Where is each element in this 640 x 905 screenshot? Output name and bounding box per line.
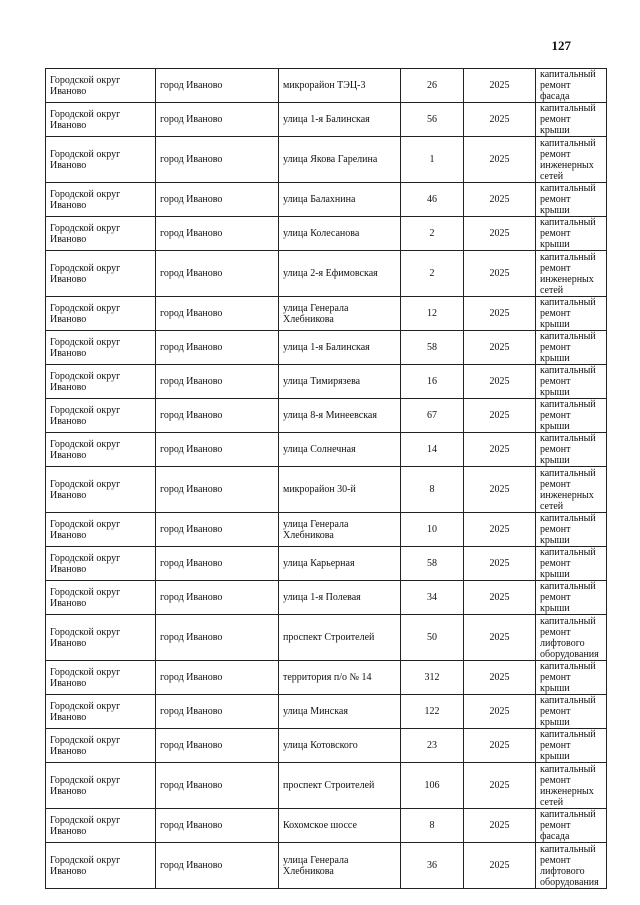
year-cell: 2025 (464, 183, 536, 217)
city-cell: город Иваново (156, 103, 279, 137)
city-cell: город Иваново (156, 843, 279, 889)
table-row (46, 297, 607, 331)
district-cell: Городской округ Иваново (46, 581, 156, 615)
house-number-cell: 16 (401, 365, 464, 399)
table-row (46, 513, 607, 547)
year-cell: 2025 (464, 433, 536, 467)
house-number-cell: 56 (401, 103, 464, 137)
street-cell: улица 1-я Полевая (279, 581, 401, 615)
work-type-cell: капитальный ремонт крыши (536, 547, 607, 581)
street-cell: улица 1-я Балинская (279, 331, 401, 365)
table-row (46, 615, 607, 661)
house-number-cell: 67 (401, 399, 464, 433)
district-cell: Городской округ Иваново (46, 433, 156, 467)
district-cell: Городской округ Иваново (46, 513, 156, 547)
table-row (46, 843, 607, 889)
district-cell: Городской округ Иваново (46, 251, 156, 297)
house-number-cell: 36 (401, 843, 464, 889)
year-cell: 2025 (464, 547, 536, 581)
table-row (46, 809, 607, 843)
year-cell: 2025 (464, 297, 536, 331)
district-cell: Городской округ Иваново (46, 467, 156, 513)
table-body (46, 69, 607, 889)
house-number-cell: 106 (401, 763, 464, 809)
house-number-cell: 58 (401, 547, 464, 581)
district-cell: Городской округ Иваново (46, 331, 156, 365)
year-cell: 2025 (464, 661, 536, 695)
district-cell: Городской округ Иваново (46, 297, 156, 331)
district-cell: Городской округ Иваново (46, 103, 156, 137)
work-type-cell: капитальный ремонт крыши (536, 217, 607, 251)
city-cell: город Иваново (156, 217, 279, 251)
year-cell: 2025 (464, 695, 536, 729)
year-cell: 2025 (464, 399, 536, 433)
table-row (46, 103, 607, 137)
year-cell: 2025 (464, 69, 536, 103)
work-type-cell: капитальный ремонт фасада (536, 69, 607, 103)
house-number-cell: 34 (401, 581, 464, 615)
work-type-cell: капитальный ремонт крыши (536, 399, 607, 433)
house-number-cell: 1 (401, 137, 464, 183)
city-cell: город Иваново (156, 695, 279, 729)
district-cell: Городской округ Иваново (46, 695, 156, 729)
house-number-cell: 8 (401, 467, 464, 513)
house-number-cell: 12 (401, 297, 464, 331)
street-cell: улица Тимирязева (279, 365, 401, 399)
year-cell: 2025 (464, 103, 536, 137)
table-row (46, 183, 607, 217)
table-row (46, 547, 607, 581)
work-type-cell: капитальный ремонт инженерных сетей (536, 137, 607, 183)
work-type-cell: капитальный ремонт лифтового оборудования (536, 843, 607, 889)
street-cell: Кохомское шоссе (279, 809, 401, 843)
street-cell: проспект Строителей (279, 615, 401, 661)
year-cell: 2025 (464, 763, 536, 809)
table-row (46, 729, 607, 763)
district-cell: Городской округ Иваново (46, 399, 156, 433)
table-row (46, 217, 607, 251)
house-number-cell: 23 (401, 729, 464, 763)
house-number-cell: 58 (401, 331, 464, 365)
district-cell: Городской округ Иваново (46, 69, 156, 103)
year-cell: 2025 (464, 217, 536, 251)
street-cell: улица Минская (279, 695, 401, 729)
street-cell: улица Балахнина (279, 183, 401, 217)
year-cell: 2025 (464, 581, 536, 615)
street-cell: улица Генерала Хлебникова (279, 513, 401, 547)
street-cell: улица Якова Гарелина (279, 137, 401, 183)
district-cell: Городской округ Иваново (46, 809, 156, 843)
year-cell: 2025 (464, 809, 536, 843)
street-cell: улица Генерала Хлебникова (279, 297, 401, 331)
street-cell: микрорайон 30-й (279, 467, 401, 513)
work-type-cell: капитальный ремонт инженерных сетей (536, 251, 607, 297)
work-type-cell: капитальный ремонт инженерных сетей (536, 763, 607, 809)
table-row (46, 763, 607, 809)
street-cell: улица 1-я Балинская (279, 103, 401, 137)
work-type-cell: капитальный ремонт инженерных сетей (536, 467, 607, 513)
house-number-cell: 2 (401, 217, 464, 251)
district-cell: Городской округ Иваново (46, 137, 156, 183)
year-cell: 2025 (464, 729, 536, 763)
work-type-cell: капитальный ремонт крыши (536, 103, 607, 137)
city-cell: город Иваново (156, 297, 279, 331)
district-cell: Городской округ Иваново (46, 615, 156, 661)
city-cell: город Иваново (156, 183, 279, 217)
table-row (46, 137, 607, 183)
work-type-cell: капитальный ремонт крыши (536, 433, 607, 467)
work-type-cell: капитальный ремонт крыши (536, 581, 607, 615)
street-cell: улица Карьерная (279, 547, 401, 581)
city-cell: город Иваново (156, 69, 279, 103)
street-cell: улица Солнечная (279, 433, 401, 467)
table-row (46, 581, 607, 615)
district-cell: Городской округ Иваново (46, 661, 156, 695)
city-cell: город Иваново (156, 331, 279, 365)
house-number-cell: 8 (401, 809, 464, 843)
page-number: 127 (551, 38, 571, 53)
city-cell: город Иваново (156, 433, 279, 467)
street-cell: улица Колесанова (279, 217, 401, 251)
repair-schedule-table (45, 68, 607, 889)
year-cell: 2025 (464, 513, 536, 547)
city-cell: город Иваново (156, 399, 279, 433)
district-cell: Городской округ Иваново (46, 183, 156, 217)
work-type-cell: капитальный ремонт крыши (536, 365, 607, 399)
table-row (46, 331, 607, 365)
work-type-cell: капитальный ремонт фасада (536, 809, 607, 843)
city-cell: город Иваново (156, 251, 279, 297)
house-number-cell: 122 (401, 695, 464, 729)
year-cell: 2025 (464, 615, 536, 661)
year-cell: 2025 (464, 467, 536, 513)
street-cell: территория п/о № 14 (279, 661, 401, 695)
city-cell: город Иваново (156, 809, 279, 843)
year-cell: 2025 (464, 251, 536, 297)
street-cell: улица Котовского (279, 729, 401, 763)
work-type-cell: капитальный ремонт крыши (536, 661, 607, 695)
city-cell: город Иваново (156, 365, 279, 399)
year-cell: 2025 (464, 331, 536, 365)
table-row (46, 365, 607, 399)
work-type-cell: капитальный ремонт крыши (536, 297, 607, 331)
city-cell: город Иваново (156, 729, 279, 763)
city-cell: город Иваново (156, 137, 279, 183)
house-number-cell: 10 (401, 513, 464, 547)
street-cell: улица 2-я Ефимовская (279, 251, 401, 297)
table-row (46, 433, 607, 467)
work-type-cell: капитальный ремонт крыши (536, 513, 607, 547)
district-cell: Городской округ Иваново (46, 217, 156, 251)
table-row (46, 661, 607, 695)
city-cell: город Иваново (156, 547, 279, 581)
street-cell: проспект Строителей (279, 763, 401, 809)
city-cell: город Иваново (156, 661, 279, 695)
house-number-cell: 312 (401, 661, 464, 695)
district-cell: Городской округ Иваново (46, 365, 156, 399)
city-cell: город Иваново (156, 581, 279, 615)
district-cell: Городской округ Иваново (46, 763, 156, 809)
city-cell: город Иваново (156, 615, 279, 661)
house-number-cell: 2 (401, 251, 464, 297)
house-number-cell: 50 (401, 615, 464, 661)
table-row (46, 251, 607, 297)
district-cell: Городской округ Иваново (46, 729, 156, 763)
work-type-cell: капитальный ремонт крыши (536, 729, 607, 763)
table-row (46, 399, 607, 433)
table-row (46, 695, 607, 729)
district-cell: Городской округ Иваново (46, 547, 156, 581)
district-cell: Городской округ Иваново (46, 843, 156, 889)
house-number-cell: 26 (401, 69, 464, 103)
street-cell: улица Генерала Хлебникова (279, 843, 401, 889)
work-type-cell: капитальный ремонт лифтового оборудования (536, 615, 607, 661)
city-cell: город Иваново (156, 513, 279, 547)
house-number-cell: 14 (401, 433, 464, 467)
table-row (46, 69, 607, 103)
work-type-cell: капитальный ремонт крыши (536, 183, 607, 217)
street-cell: улица 8-я Минеевская (279, 399, 401, 433)
table-row (46, 467, 607, 513)
house-number-cell: 46 (401, 183, 464, 217)
year-cell: 2025 (464, 137, 536, 183)
city-cell: город Иваново (156, 467, 279, 513)
street-cell: микрорайон ТЭЦ-3 (279, 69, 401, 103)
work-type-cell: капитальный ремонт крыши (536, 695, 607, 729)
year-cell: 2025 (464, 843, 536, 889)
year-cell: 2025 (464, 365, 536, 399)
work-type-cell: капитальный ремонт крыши (536, 331, 607, 365)
city-cell: город Иваново (156, 763, 279, 809)
